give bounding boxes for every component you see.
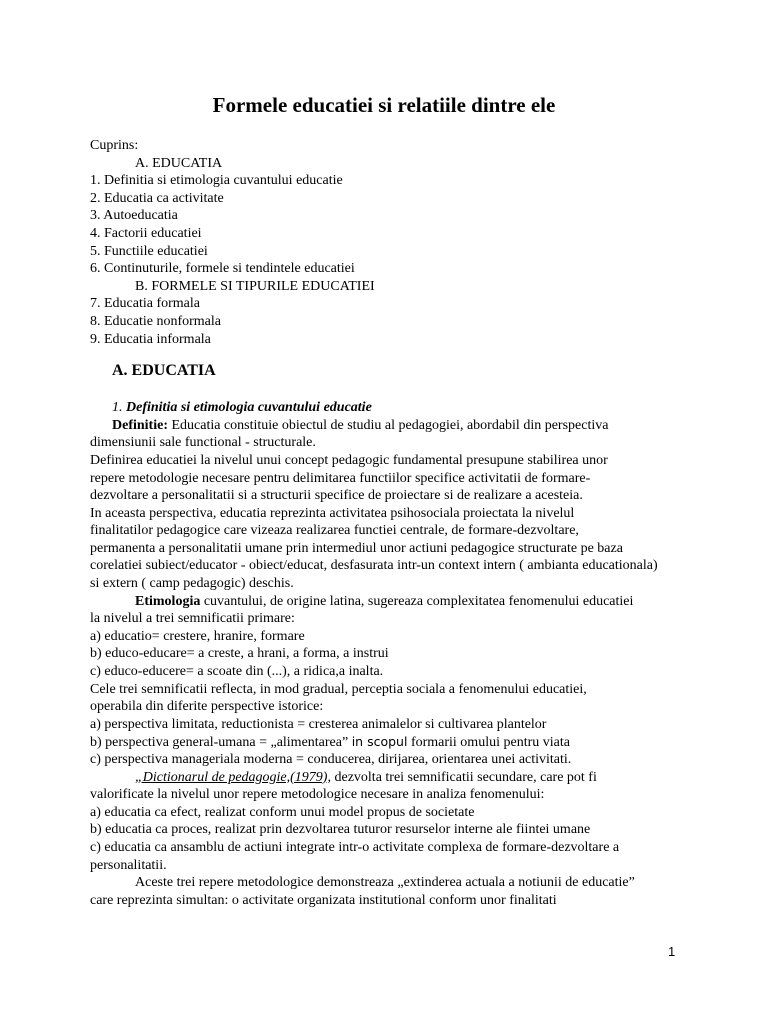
etimologia-cont: la nivelul a trei semnificatii primare:: [90, 611, 295, 627]
etimologia-text: cuvantului, de origine latina, sugereaza complexitatea fenomenului educatiei: [200, 593, 634, 609]
toc-section-b: B. FORMELE SI TIPURILE EDUCATIEI: [135, 278, 375, 294]
toc-item: 9. Educatia informala: [90, 331, 211, 347]
etimologia-label: Etimologia: [135, 593, 201, 609]
toc-item: 8. Educatie nonformala: [90, 313, 222, 329]
list-item: a) educatio= crestere, hranire, formare: [90, 628, 305, 644]
paragraph-line: Definirea educatiei la nivelul unui concept pedagogic fundamental presupune stabilirea unor: [90, 452, 608, 468]
definitie-label: Definitie:: [112, 417, 168, 433]
paragraph-line: finalitatilor pedagogice care vizeaza realizarea functiei centrale, de formare-dezvoltare,: [90, 523, 579, 539]
definitie-line: [90, 417, 690, 435]
definitie-text: Educatia constituie obiectul de studiu al pedagogiei, abordabil din perspectiva: [167, 417, 609, 433]
dictionar-reference: „Dictionarul de pedagogie,(1979),: [135, 769, 331, 785]
toc-item: 7. Educatia formala: [90, 296, 201, 312]
dictionar-line: [90, 769, 690, 787]
paragraph-line: permanenta a personalitatii umane prin intermediul unor actiuni pedagogice structurate pe baza: [90, 540, 623, 556]
paragraph-line: care reprezinta simultan: o activitate organizata institutional conform unor finalitati: [90, 892, 557, 908]
toc-item: 2. Educatia ca activitate: [90, 190, 224, 206]
list-item: b) educatia ca proces, realizat prin dezvoltarea tuturor resurselor interne ale fiintei umane: [90, 822, 591, 838]
toc-item: 1. Definitia si etimologia cuvantului educatie: [90, 173, 343, 189]
list-item: [90, 733, 690, 751]
list-item: b) educo-educare= a creste, a hrani, a forma, a instrui: [90, 646, 389, 662]
paragraph-line: corelatiei subiect/educator - obiect/educat, desfasurata intr-un context intern ( ambianta educationala): [90, 558, 658, 574]
perspective-b-sans: in scopul: [351, 734, 408, 750]
paragraph-line: In aceasta perspectiva, educatia reprezinta activitatea psihosociala proiectata la nivelul: [90, 505, 575, 521]
list-item: a) educatia ca efect, realizat conform unui model propus de societate: [90, 804, 475, 820]
list-item: c) educatia ca ansamblu de actiuni integrate intr-o activitate complexa de formare-dezvoltare a: [90, 839, 620, 855]
toc-heading: Cuprins:: [90, 138, 139, 153]
list-item: c) perspectiva manageriala moderna = conducerea, dirijarea, orientarea unei activitati.: [90, 752, 572, 767]
document-body: [90, 137, 690, 909]
paragraph-line: dezvoltare a personalitatii si a structurii specifice de proiectare si de realizare a acesteia.: [90, 488, 583, 504]
etimologia-line: [90, 593, 690, 611]
document-title: Formele educatiei si relatiile dintre ele: [212, 93, 556, 117]
paragraph-line: repere metodologie necesare pentru delimitarea functiilor specifice activitatii de formare-: [90, 470, 591, 486]
section-heading: A. EDUCATIA: [112, 362, 216, 380]
list-item: c) educo-educere= a scoate din (...), a ridica,a inalta.: [90, 664, 384, 680]
paragraph-line: si extern ( camp pedagogic) deschis.: [90, 576, 294, 592]
paragraph-line: Aceste trei repere metodologice demonstreaza „extinderea actuala a notiunii de educatie”: [135, 875, 635, 891]
dictionar-text: dezvolta trei semnificatii secundare, care pot fi: [330, 769, 597, 785]
subsection-number: 1.: [112, 400, 126, 416]
dictionar-cont: valorificate la nivelul unor repere metodologice necesare in analiza fenomenului:: [90, 787, 545, 803]
toc-section-a: A. EDUCATIA: [135, 155, 223, 171]
toc-item: 3. Autoeducatia: [90, 208, 178, 224]
subsection-title-text: Definitia si etimologia cuvantului educatie: [126, 400, 372, 416]
paragraph-line: operabila din diferite perspective istorice:: [90, 699, 324, 715]
page-number: 1: [668, 944, 676, 959]
definitie-cont: dimensiunii sale functional - structurale.: [90, 435, 316, 451]
subsection-title: [90, 399, 690, 417]
paragraph-line: Cele trei semnificatii reflecta, in mod gradual, perceptia sociala a fenomenului educatiei,: [90, 681, 587, 697]
perspective-b-pre: b) perspectiva general-umana = „alimentarea”: [90, 735, 352, 751]
list-item: personalitatii.: [90, 857, 167, 873]
toc-item: 5. Functiile educatiei: [90, 243, 208, 259]
list-item: a) perspectiva limitata, reductionista = cresterea animalelor si cultivarea plantelor: [90, 716, 547, 732]
toc-item: 4. Factorii educatiei: [90, 225, 202, 241]
toc-item: 6. Continuturile, formele si tendintele educatiei: [90, 261, 355, 277]
perspective-b-post: formarii omului pentru viata: [407, 735, 570, 751]
